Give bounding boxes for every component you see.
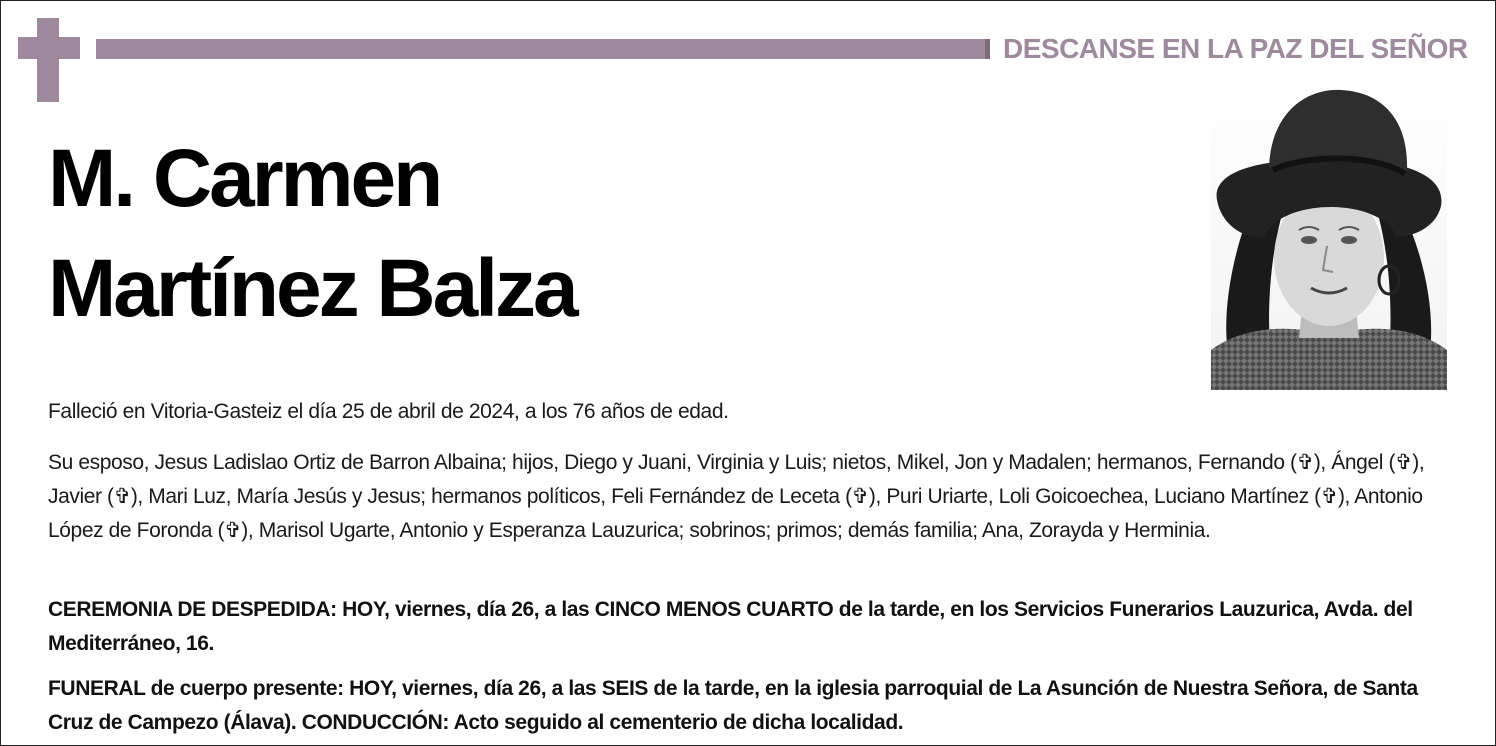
header-title: DESCANSE EN LA PAZ DEL SEÑOR	[1003, 33, 1468, 64]
portrait-photo	[1211, 88, 1447, 390]
death-notice: Falleció en Vitoria-Gasteiz el día 25 de abril de 2024, a los 76 años de edad.	[48, 400, 729, 423]
header-rule	[96, 39, 990, 59]
name-line-2: Martínez Balza	[48, 243, 576, 334]
funeral-info: FUNERAL de cuerpo presente: HOY, viernes, día 26, a las SEIS de la tarde, en la iglesia parroquial de La Asunción de Nuestra Señora, de Santa Cruz de Campezo (Álava). CONDUCCIÓN: Acto seguido al cementerio de dicha localidad.	[48, 677, 1418, 734]
family-list: Su esposo, Jesus Ladislao Ortiz de Barron Albaina; hijos, Diego y Juani, Virginia y Luis; nietos, Mikel, Jon y Madalen; hermanos, Fernando (✞), Ángel (✞), Javier (✞), Mari Luz, María Jesús y Jesus; hermanos políticos, Feli Fernández de Leceta (✞), Puri Uriarte, Loli Goicoechea, Luciano Martínez (✞), Antonio López de Foronda (✞), Marisol Ugarte, Antonio y Esperanza Lauzurica; sobrinos; primos; demás familia; Ana, Zorayda y Herminia.	[48, 451, 1425, 542]
header-rule-end	[985, 39, 990, 59]
name-line-1: M. Carmen	[48, 133, 441, 224]
ceremony-info: CEREMONIA DE DESPEDIDA: HOY, viernes, día 26, a las CINCO MENOS CUARTO de la tarde, en los Servicios Funerarios Lauzurica, Avda. del Mediterráneo, 16.	[48, 598, 1413, 655]
deceased-name	[48, 124, 576, 344]
